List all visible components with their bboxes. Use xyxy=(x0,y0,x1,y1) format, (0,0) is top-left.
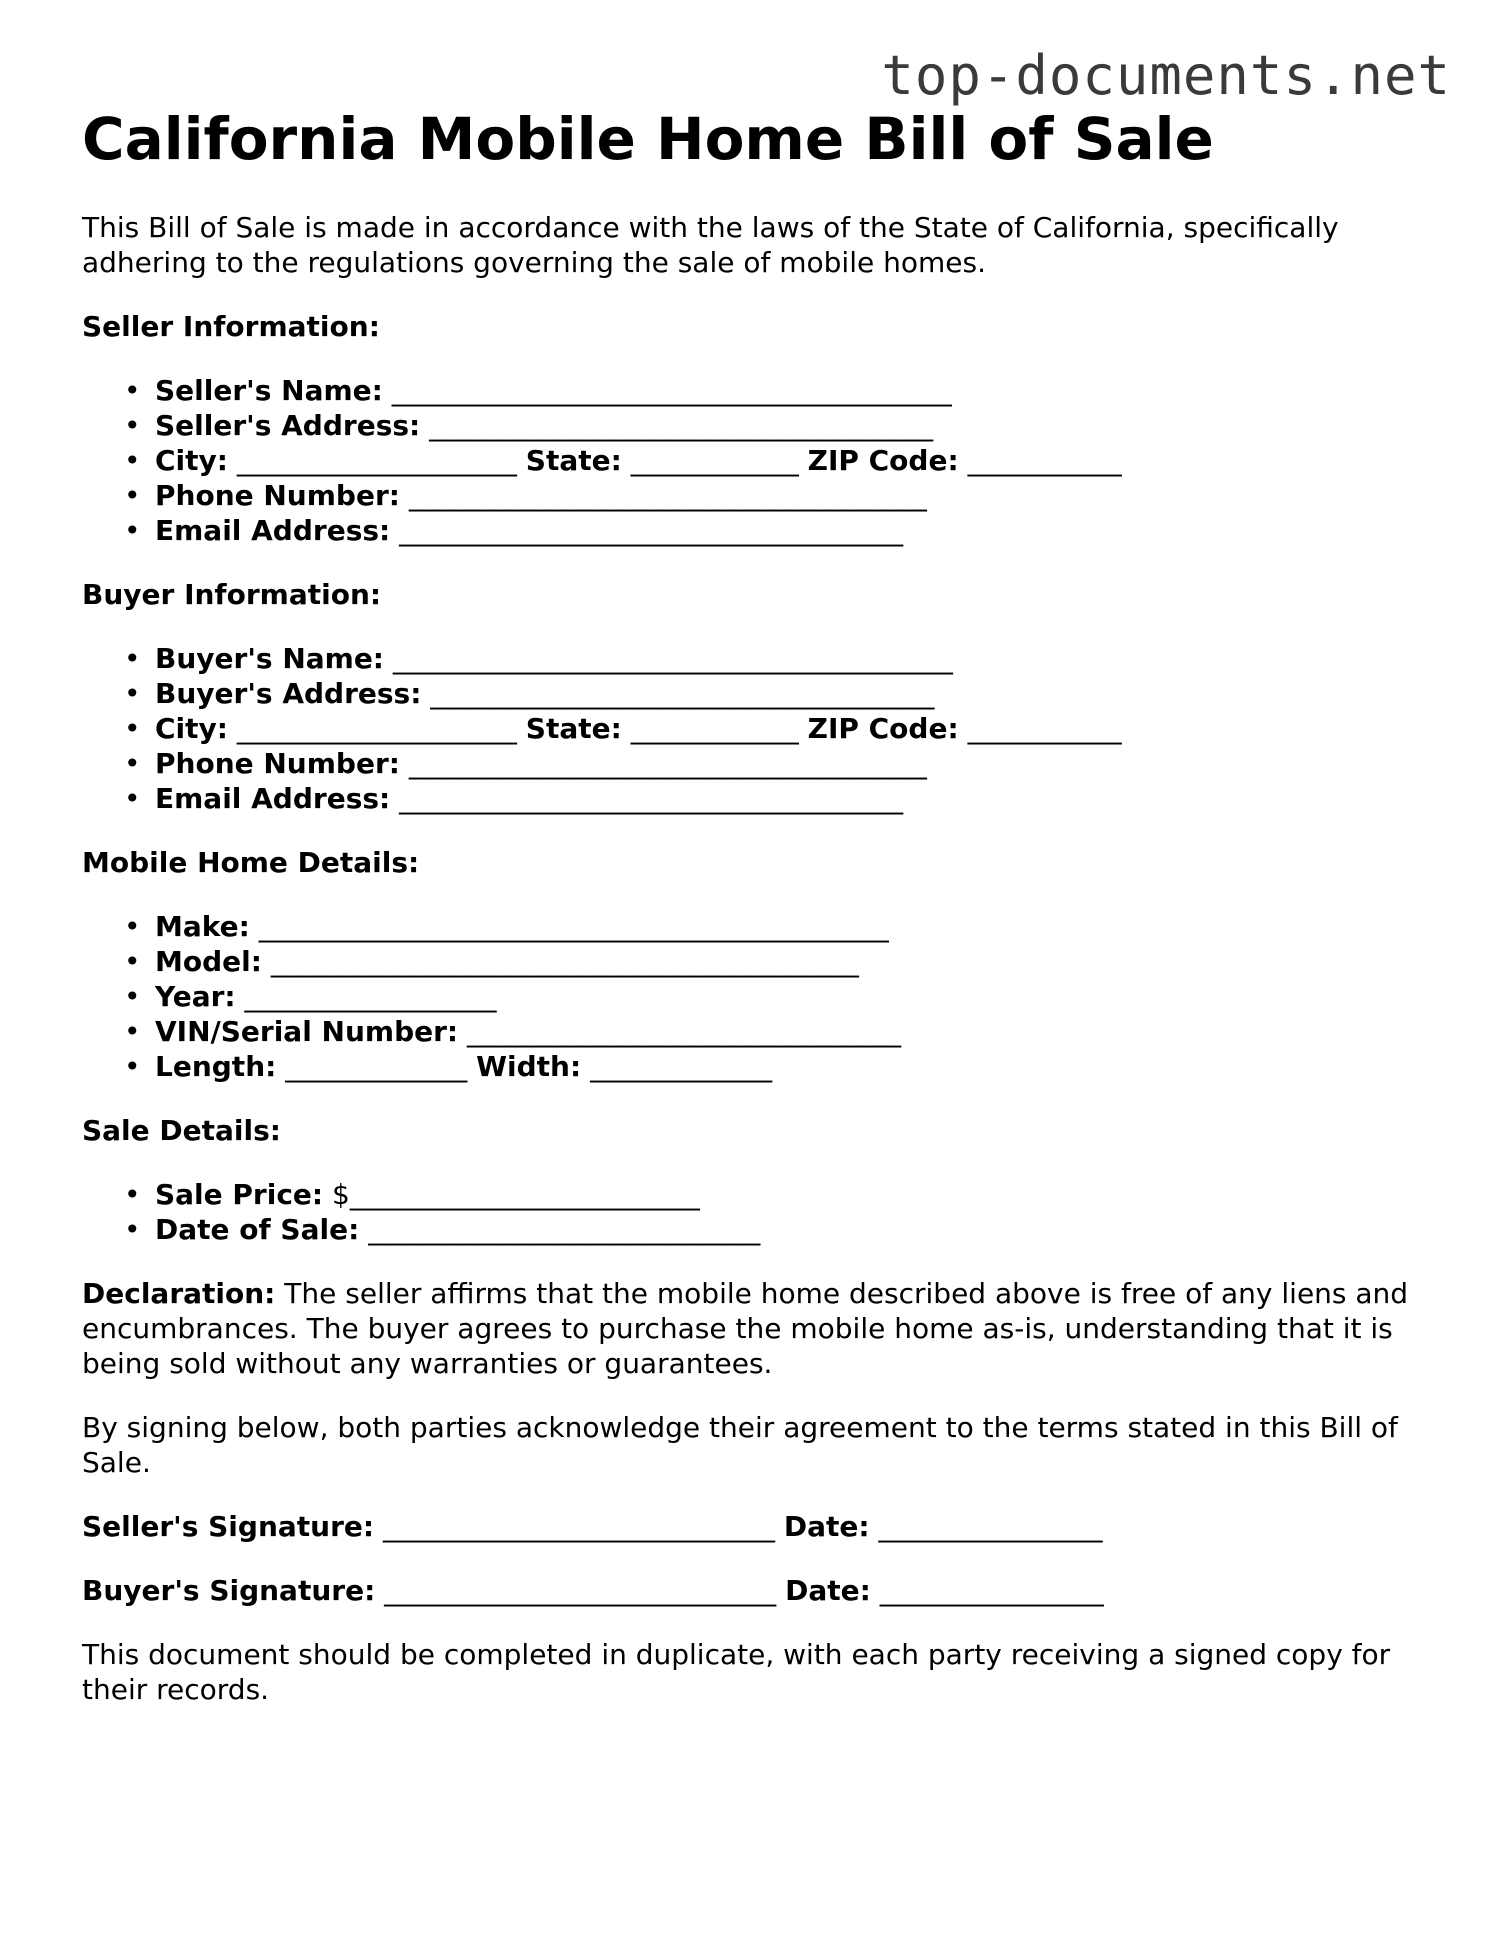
bullet: • xyxy=(124,712,141,745)
watermark: top-documents.net xyxy=(881,44,1451,107)
seller-list xyxy=(82,373,1422,548)
sale-price-field[interactable]: • Sale Price: $_________________________ xyxy=(124,1178,700,1211)
sale-details-list xyxy=(82,1177,1422,1247)
home-details-list xyxy=(82,909,1422,1084)
bullet: • xyxy=(124,747,141,780)
declaration-paragraph xyxy=(82,1276,1422,1381)
bullet: • xyxy=(124,1050,141,1083)
bullet: • xyxy=(124,1015,141,1048)
bullet: • xyxy=(124,980,141,1013)
sale-details-heading: Sale Details: xyxy=(82,1114,281,1147)
year-field[interactable]: • Year: __________________ xyxy=(124,980,497,1013)
make-field[interactable]: • Make: _____________________________________________ xyxy=(124,910,889,943)
buyer-list xyxy=(82,641,1422,816)
declaration-text: The seller affirms that the mobile home described above is free of any liens and encumbrances. The buyer agrees to purchase the mobile home as-is, understanding that it is being sold without any warranties or guarantees. xyxy=(82,1277,1409,1380)
seller-heading: Seller Information: xyxy=(82,310,380,343)
seller-signature-blank[interactable]: ____________________________ xyxy=(383,1510,775,1543)
bullet: • xyxy=(124,444,141,477)
seller-city-state-zip-field[interactable]: • City: ____________________ State: ____________ ZIP Code: ___________ xyxy=(124,444,1122,477)
buyer-email-field[interactable]: • Email Address: ____________________________________ xyxy=(124,782,904,815)
seller-name-field[interactable]: • Seller's Name: ________________________________________ xyxy=(124,374,952,407)
seller-email-field[interactable]: • Email Address: ____________________________________ xyxy=(124,514,904,547)
bullet: • xyxy=(124,514,141,547)
model-field[interactable]: • Model: __________________________________________ xyxy=(124,945,859,978)
bullet: • xyxy=(124,409,141,442)
buyer-city-state-zip-field[interactable]: • City: ____________________ State: ____________ ZIP Code: ___________ xyxy=(124,712,1122,745)
seller-phone-field[interactable]: • Phone Number: _____________________________________ xyxy=(124,479,927,512)
seller-date-blank[interactable]: ________________ xyxy=(878,1510,1103,1543)
bullet: • xyxy=(124,1178,141,1211)
vin-field[interactable]: • VIN/Serial Number: _______________________________ xyxy=(124,1015,902,1048)
bullet: • xyxy=(124,782,141,815)
declaration-label: Declaration: xyxy=(82,1277,276,1310)
buyer-heading: Buyer Information: xyxy=(82,578,382,611)
date-of-sale-field[interactable]: • Date of Sale: ____________________________ xyxy=(124,1213,761,1246)
document-title: California Mobile Home Bill of Sale xyxy=(82,105,1214,173)
buyer-date-blank[interactable]: ________________ xyxy=(879,1574,1104,1607)
buyer-signature-line[interactable]: Buyer's Signature: ____________________________ Date: ________________ xyxy=(82,1574,1104,1607)
buyer-phone-field[interactable]: • Phone Number: _____________________________________ xyxy=(124,747,927,780)
bullet: • xyxy=(124,374,141,407)
bullet: • xyxy=(124,910,141,943)
buyer-signature-blank[interactable]: ____________________________ xyxy=(384,1574,777,1607)
closing-paragraph: This document should be completed in duplicate, with each party receiving a signed copy for their records. xyxy=(82,1638,1391,1706)
seller-signature-line[interactable]: Seller's Signature: ____________________________ Date: ________________ xyxy=(82,1510,1103,1543)
acknowledge-paragraph: By signing below, both parties acknowledge their agreement to the terms stated in this Bill of Sale. xyxy=(82,1411,1398,1479)
bullet: • xyxy=(124,642,141,675)
buyer-name-field[interactable]: • Buyer's Name: ________________________________________ xyxy=(124,642,953,675)
bullet: • xyxy=(124,1213,141,1246)
buyer-address-field[interactable]: • Buyer's Address: ____________________________________ xyxy=(124,677,935,710)
length-width-field[interactable]: • Length: _____________ Width: _____________ xyxy=(124,1050,773,1083)
home-details-heading: Mobile Home Details: xyxy=(82,846,420,879)
bullet: • xyxy=(124,677,141,710)
document-page xyxy=(82,100,1422,1707)
intro-paragraph: This Bill of Sale is made in accordance with the laws of the State of California, specifically adhering to the regulations governing the sale of mobile homes. xyxy=(82,211,1339,279)
seller-address-field[interactable]: • Seller's Address: ____________________________________ xyxy=(124,409,934,442)
bullet: • xyxy=(124,945,141,978)
bullet: • xyxy=(124,479,141,512)
